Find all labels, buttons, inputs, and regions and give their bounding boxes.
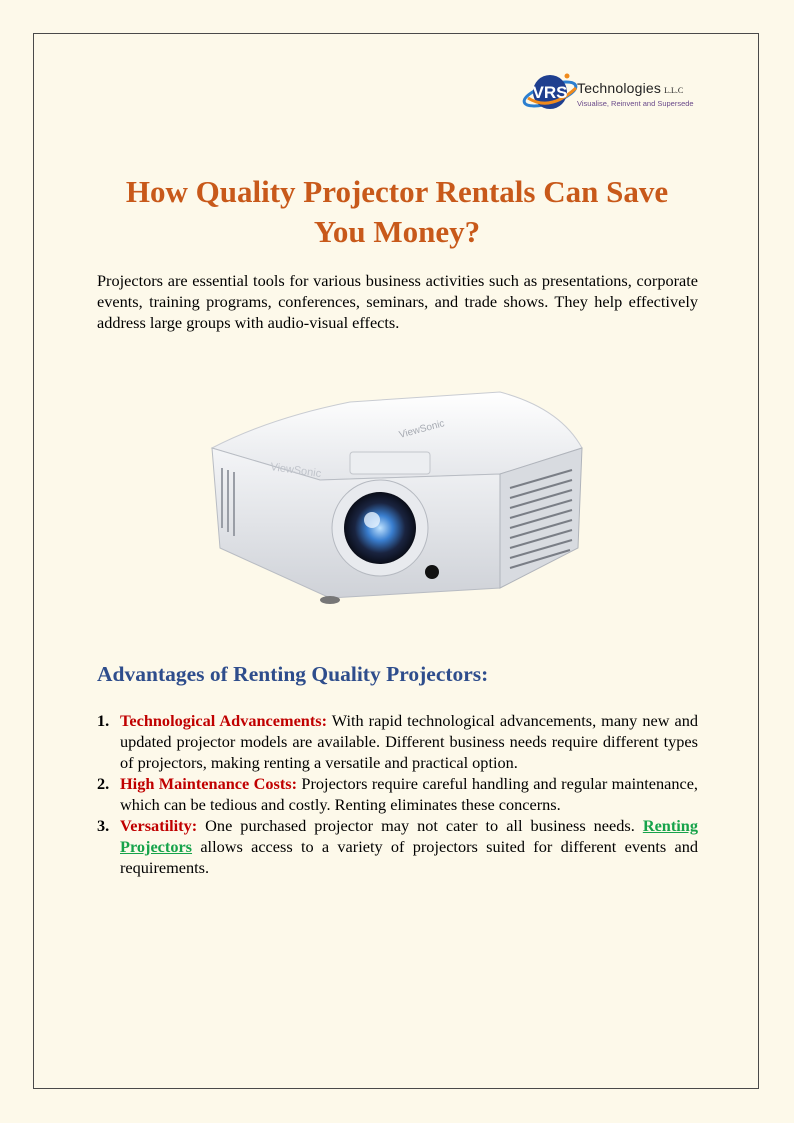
projector-image <box>200 388 600 610</box>
page-title: How Quality Projector Rentals Can Save You Money? <box>125 174 669 249</box>
list-item <box>97 815 698 878</box>
list-number: 1. <box>97 711 110 730</box>
advantage-term: Versatility: <box>120 816 198 835</box>
advantage-term: Technological Advancements: <box>120 711 328 730</box>
projector-brand-text: ViewSonic <box>269 461 322 481</box>
logo-mark: VRS <box>532 83 568 102</box>
list-number: 2. <box>97 774 110 793</box>
logo-suffix: L.L.C <box>664 86 684 95</box>
advantages-list <box>97 710 698 878</box>
advantage-text: Projectors require careful handling and regular maintenance, which can be tedious and costly. Renting eliminates these concerns. <box>120 774 699 814</box>
advantage-text-after: allows access to a variety of projectors suited for different events and requirements. <box>120 837 698 877</box>
list-item <box>97 773 698 815</box>
advantage-text: One purchased projector may not cater to all business needs. <box>197 816 643 835</box>
list-item <box>97 710 698 773</box>
logo-text <box>577 80 694 108</box>
logo-tagline: Visualise, Reinvent and Supersede <box>577 99 694 108</box>
renting-projectors-link[interactable]: Renting Projectors <box>120 816 698 856</box>
section-heading: Advantages of Renting Quality Projectors: <box>97 662 489 686</box>
list-number: 3. <box>97 816 110 835</box>
projector-top-brand: ViewSonic <box>397 418 446 441</box>
intro-paragraph: Projectors are essential tools for various business activities such as presentations, corporate events, training programs, conferences, seminars, and trade shows. They help effectively address large groups with audio-visual effects. <box>97 271 698 332</box>
logo-name: Technologies <box>577 80 662 96</box>
advantage-text: With rapid technological advancements, many new and updated projector models are available. Different business needs require different types of projectors, making renting a versatile and practical option. <box>120 711 698 772</box>
advantage-term: High Maintenance Costs: <box>120 774 298 793</box>
